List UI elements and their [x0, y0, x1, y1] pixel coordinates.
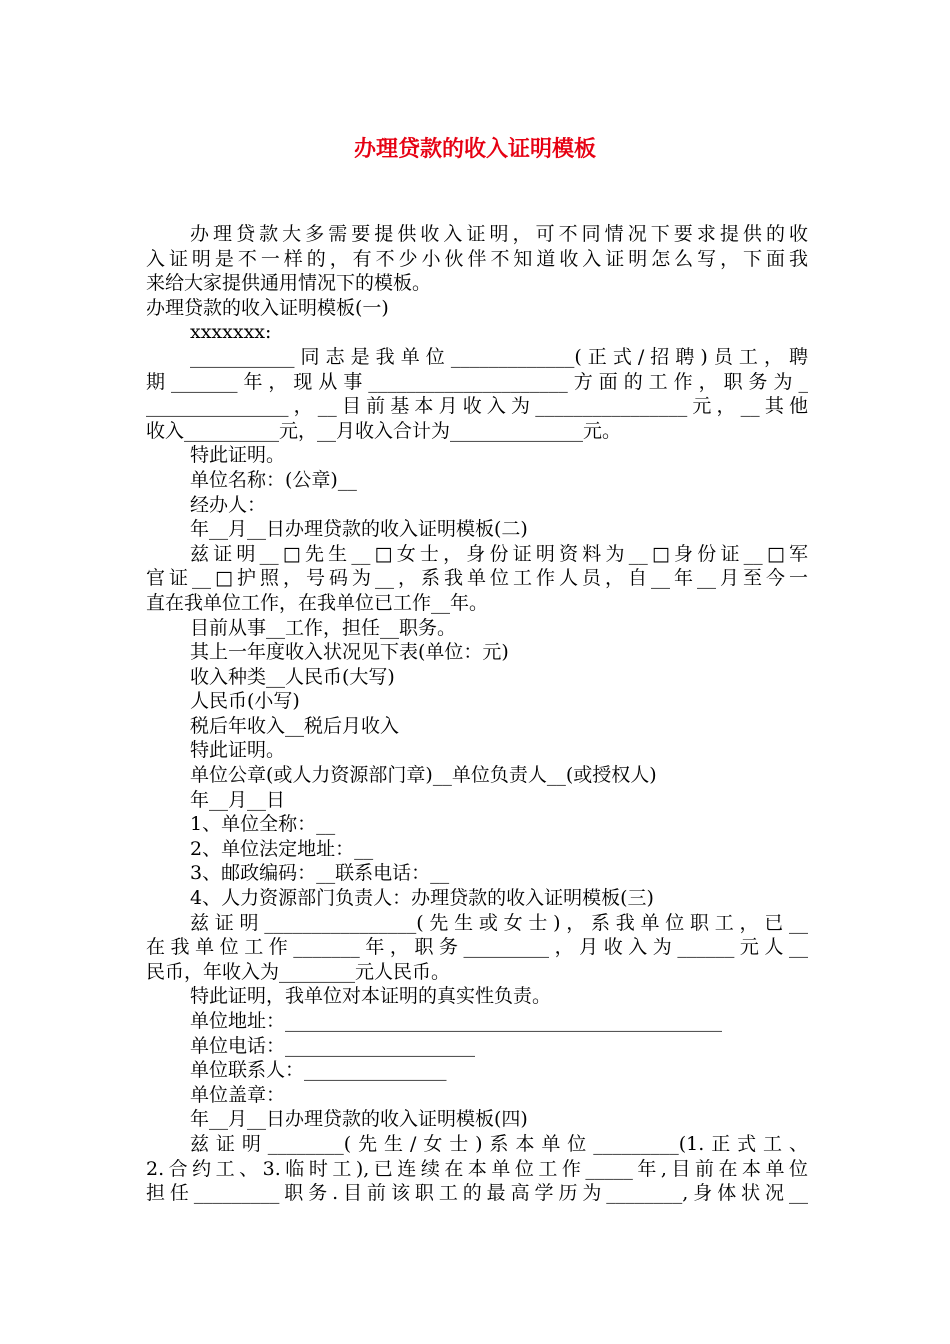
- document-line: 3、邮政编码：__联系电话：__: [190, 862, 450, 885]
- document-line: 4、人力资源部门负责人：办理贷款的收入证明模板(三): [190, 887, 654, 910]
- document-line: 目前从事__工作，担任__职务。: [190, 616, 457, 639]
- document-line: 兹证明__□先生__□女士，身份证明资料为__□身份证__□军: [190, 542, 808, 565]
- document-line: 年__月__日办理贷款的收入证明模板(二): [190, 518, 528, 541]
- document-line: 单位盖章：: [190, 1083, 286, 1106]
- document-title: 办理贷款的收入证明模板: [353, 137, 596, 162]
- document-line: 兹证明________(先生/女士)系本单位_________(1.正式工、: [190, 1132, 808, 1155]
- document-line: 特此证明。: [190, 739, 286, 762]
- document-line: 办理贷款大多需要提供收入证明，可不同情况下要求提供的收: [190, 223, 808, 245]
- document-line: 收入__________元，__月收入合计为______________元。: [146, 419, 622, 442]
- document-line: 来给大家提供通用情况下的模板。: [146, 272, 432, 295]
- document-line: 1、单位全称：__: [190, 813, 336, 836]
- document-line: xxxxxxx:: [190, 321, 272, 344]
- document-line: 收入种类__人民币(大写): [190, 665, 395, 688]
- document-line: 担任_________职务.目前该职工的最高学历为________,身体状况__: [146, 1182, 808, 1205]
- document-line: 单位地址：______________________________________________: [190, 1010, 723, 1032]
- document-line: 特此证明。: [190, 444, 286, 467]
- document-line: 在我单位工作_______年，职务_________，月收入为______元人__: [146, 936, 808, 959]
- document-line: 兹证明________________(先生或女士)，系我单位职工，已__: [190, 911, 808, 934]
- document-line: 单位电话：____________________: [190, 1034, 476, 1057]
- document-line: 2、单位法定地址：__: [190, 837, 374, 860]
- document-line: 单位公章(或人力资源部门章)__单位负责人__(或授权人): [190, 764, 657, 787]
- document-line: 民币，年收入为________元人民币。: [146, 960, 451, 983]
- document-line: 税后年收入__税后月收入: [190, 714, 400, 737]
- document-body: [146, 222, 808, 1206]
- document-line: 单位联系人：_______________: [190, 1059, 447, 1082]
- document-line: 期_______年，现从事_____________________方面的工作，职务为_: [146, 370, 808, 393]
- document-line: _______________，__目前基本月收入为________________元，__其他: [146, 395, 808, 418]
- document-line: 入证明是不一样的，有不少小伙伴不知道收入证明怎么写，下面我: [146, 247, 808, 270]
- document-line: 年__月__日: [190, 788, 286, 811]
- document-line: 官证__□护照，号码为__，系我单位工作人员，自__年__月至今一: [146, 567, 808, 590]
- document-line: 经办人：: [190, 493, 267, 516]
- document-line: 人民币(小写): [190, 690, 300, 713]
- document-line: 办理贷款的收入证明模板(一): [146, 296, 389, 319]
- document-line: 2.合约工、3.临时工),已连续在本单位工作_____年,目前在本单位: [146, 1157, 808, 1180]
- document-line: ___________同志是我单位_____________(正式/招聘)员工，聘: [190, 345, 808, 368]
- document-line: 单位名称：(公章)__: [190, 468, 357, 491]
- document-line: 年__月__日办理贷款的收入证明模板(四): [190, 1108, 528, 1131]
- document-line: 其上一年度收入状况见下表(单位：元): [190, 641, 509, 664]
- document-line: 特此证明，我单位对本证明的真实性负责。: [190, 985, 552, 1008]
- document-line: 直在我单位工作，在我单位已工作__年。: [146, 591, 489, 614]
